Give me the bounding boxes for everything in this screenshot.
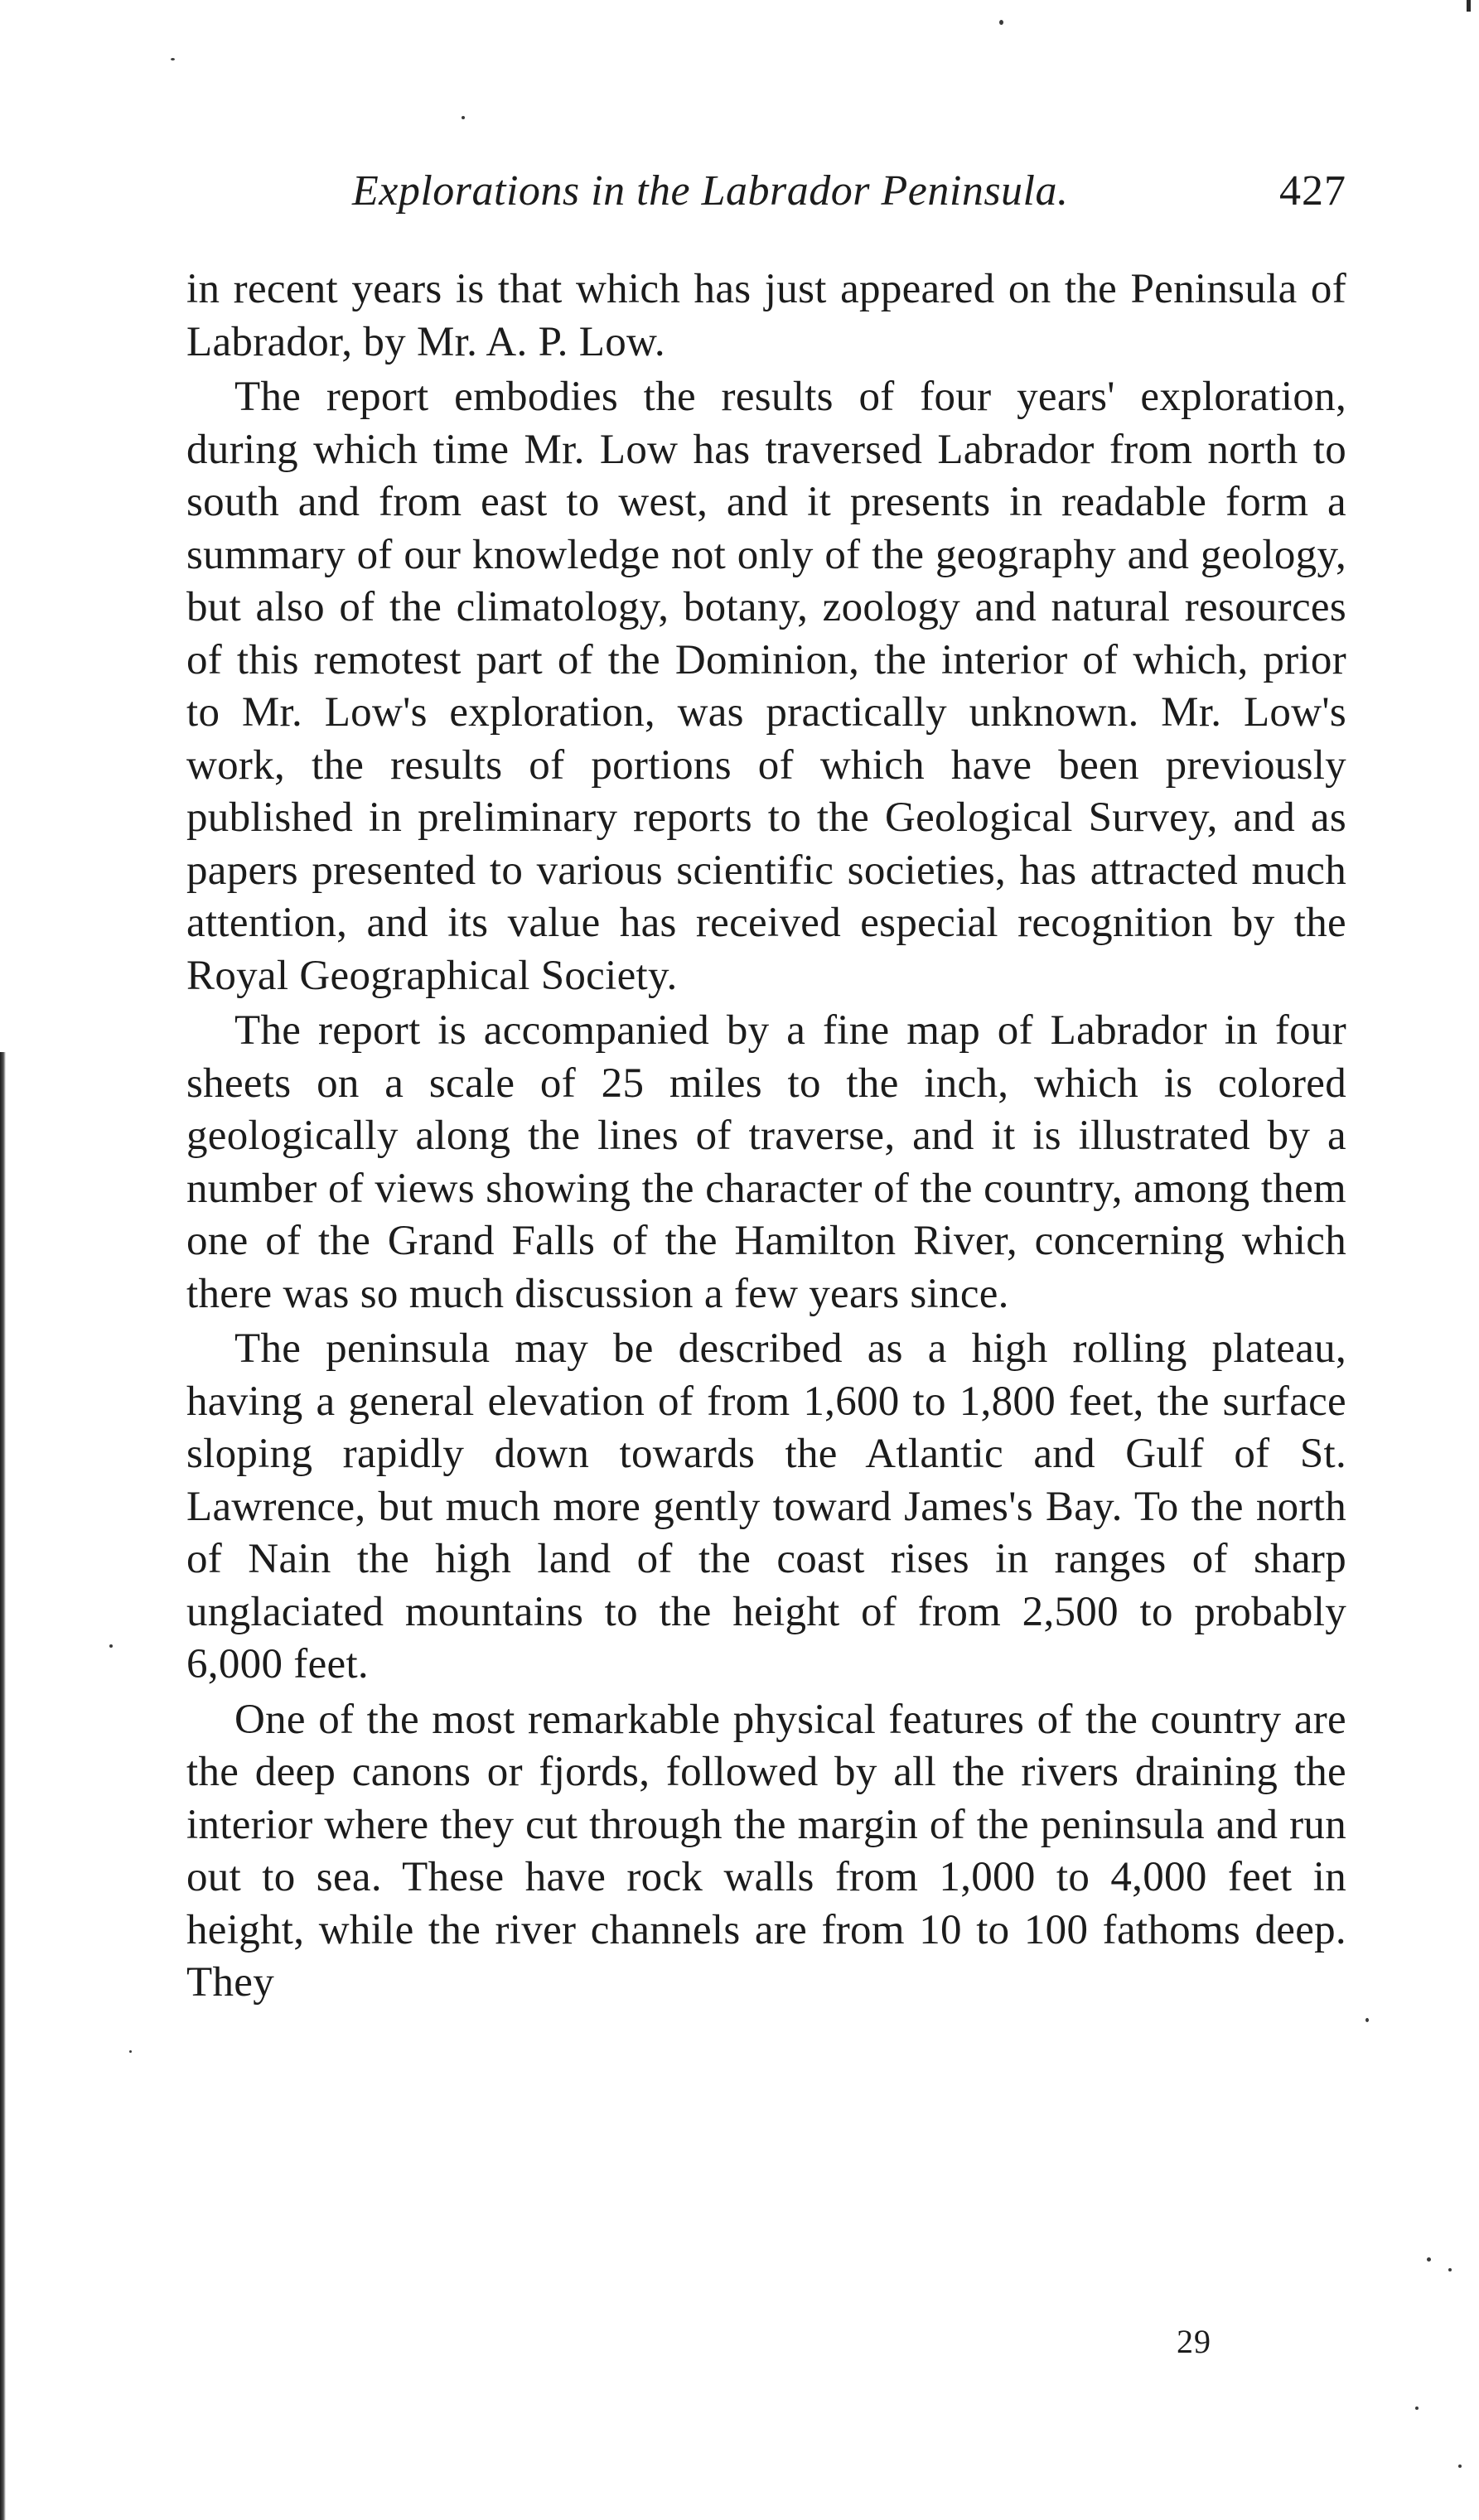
scan-speck [1448, 2268, 1452, 2271]
paragraph-map: The report is accompanied by a fine map of Labrador in four sheets on a scale of 25 miles to the inch, which is colored geologically along the lines of traverse, and it is illustrated by a number of views showing the character of the country, among them one of the Grand Falls of the Hamilton River, concerning which there was so much discussion a few years since. [186, 1007, 1346, 1317]
scan-speck [171, 58, 175, 60]
scan-speck [999, 20, 1003, 25]
page-binding-edge [0, 1052, 6, 2520]
page-number: 427 [1279, 167, 1346, 215]
corner-mark [1467, 0, 1471, 12]
scan-speck [462, 116, 465, 119]
signature-mark: 29 [1177, 2323, 1211, 2360]
scan-speck [1427, 2257, 1431, 2262]
paragraph-continuation: in recent years is that which has just appeared on the Peninsula of Labrador, by Mr. A. P. Low. [186, 266, 1346, 365]
paragraph-report: The report embodies the results of four years' exploration, during which time Mr. Low has traversed Labrador from north to south and from east to west, and it presents in readable form a summary of our knowledge not only of the geography and geology, but also of the climatology, botany, zoology and natural resources of this remotest part of the Dominion, the interior of which, prior to Mr. Low's exploration, was practically unknown. Mr. Low's work, the results of portions of which have been previously published in preliminary reports to the Geological Survey, and as papers presented to various scientific societies, has attracted much attention, and its value has received especial recognition by the Royal Geographical Society. [186, 374, 1346, 999]
running-head-title: Explorations in the Labrador Peninsula. [352, 167, 1069, 215]
paragraph-canons: One of the most remarkable physical features of the country are the deep canons or fjords, followed by all the rivers draining the interior where they cut through the margin of the peninsula and run out to sea. These have rock walls from 1,000 to 4,000 feet in height, while the river channels are from 10 to 100 fathoms deep. They [186, 1696, 1346, 2006]
paragraph-plateau: The peninsula may be described as a high rolling plateau, having a general elevation of from 1,600 to 1,800 feet, the surface sloping rapidly down towards the Atlantic and Gulf of St. Lawrence, but much more gently toward James's Bay. To the north of Nain the high land of the coast rises in ranges of sharp unglaciated mountains to the height of from 2,500 to probably 6,000 feet. [186, 1325, 1346, 1687]
scan-speck [1415, 2407, 1419, 2410]
scan-speck [1458, 2464, 1462, 2468]
running-head [186, 162, 1346, 220]
scan-speck [1365, 2018, 1369, 2022]
scan-speck [129, 2050, 132, 2053]
scan-speck [109, 1644, 113, 1648]
body-text [186, 263, 1346, 2012]
